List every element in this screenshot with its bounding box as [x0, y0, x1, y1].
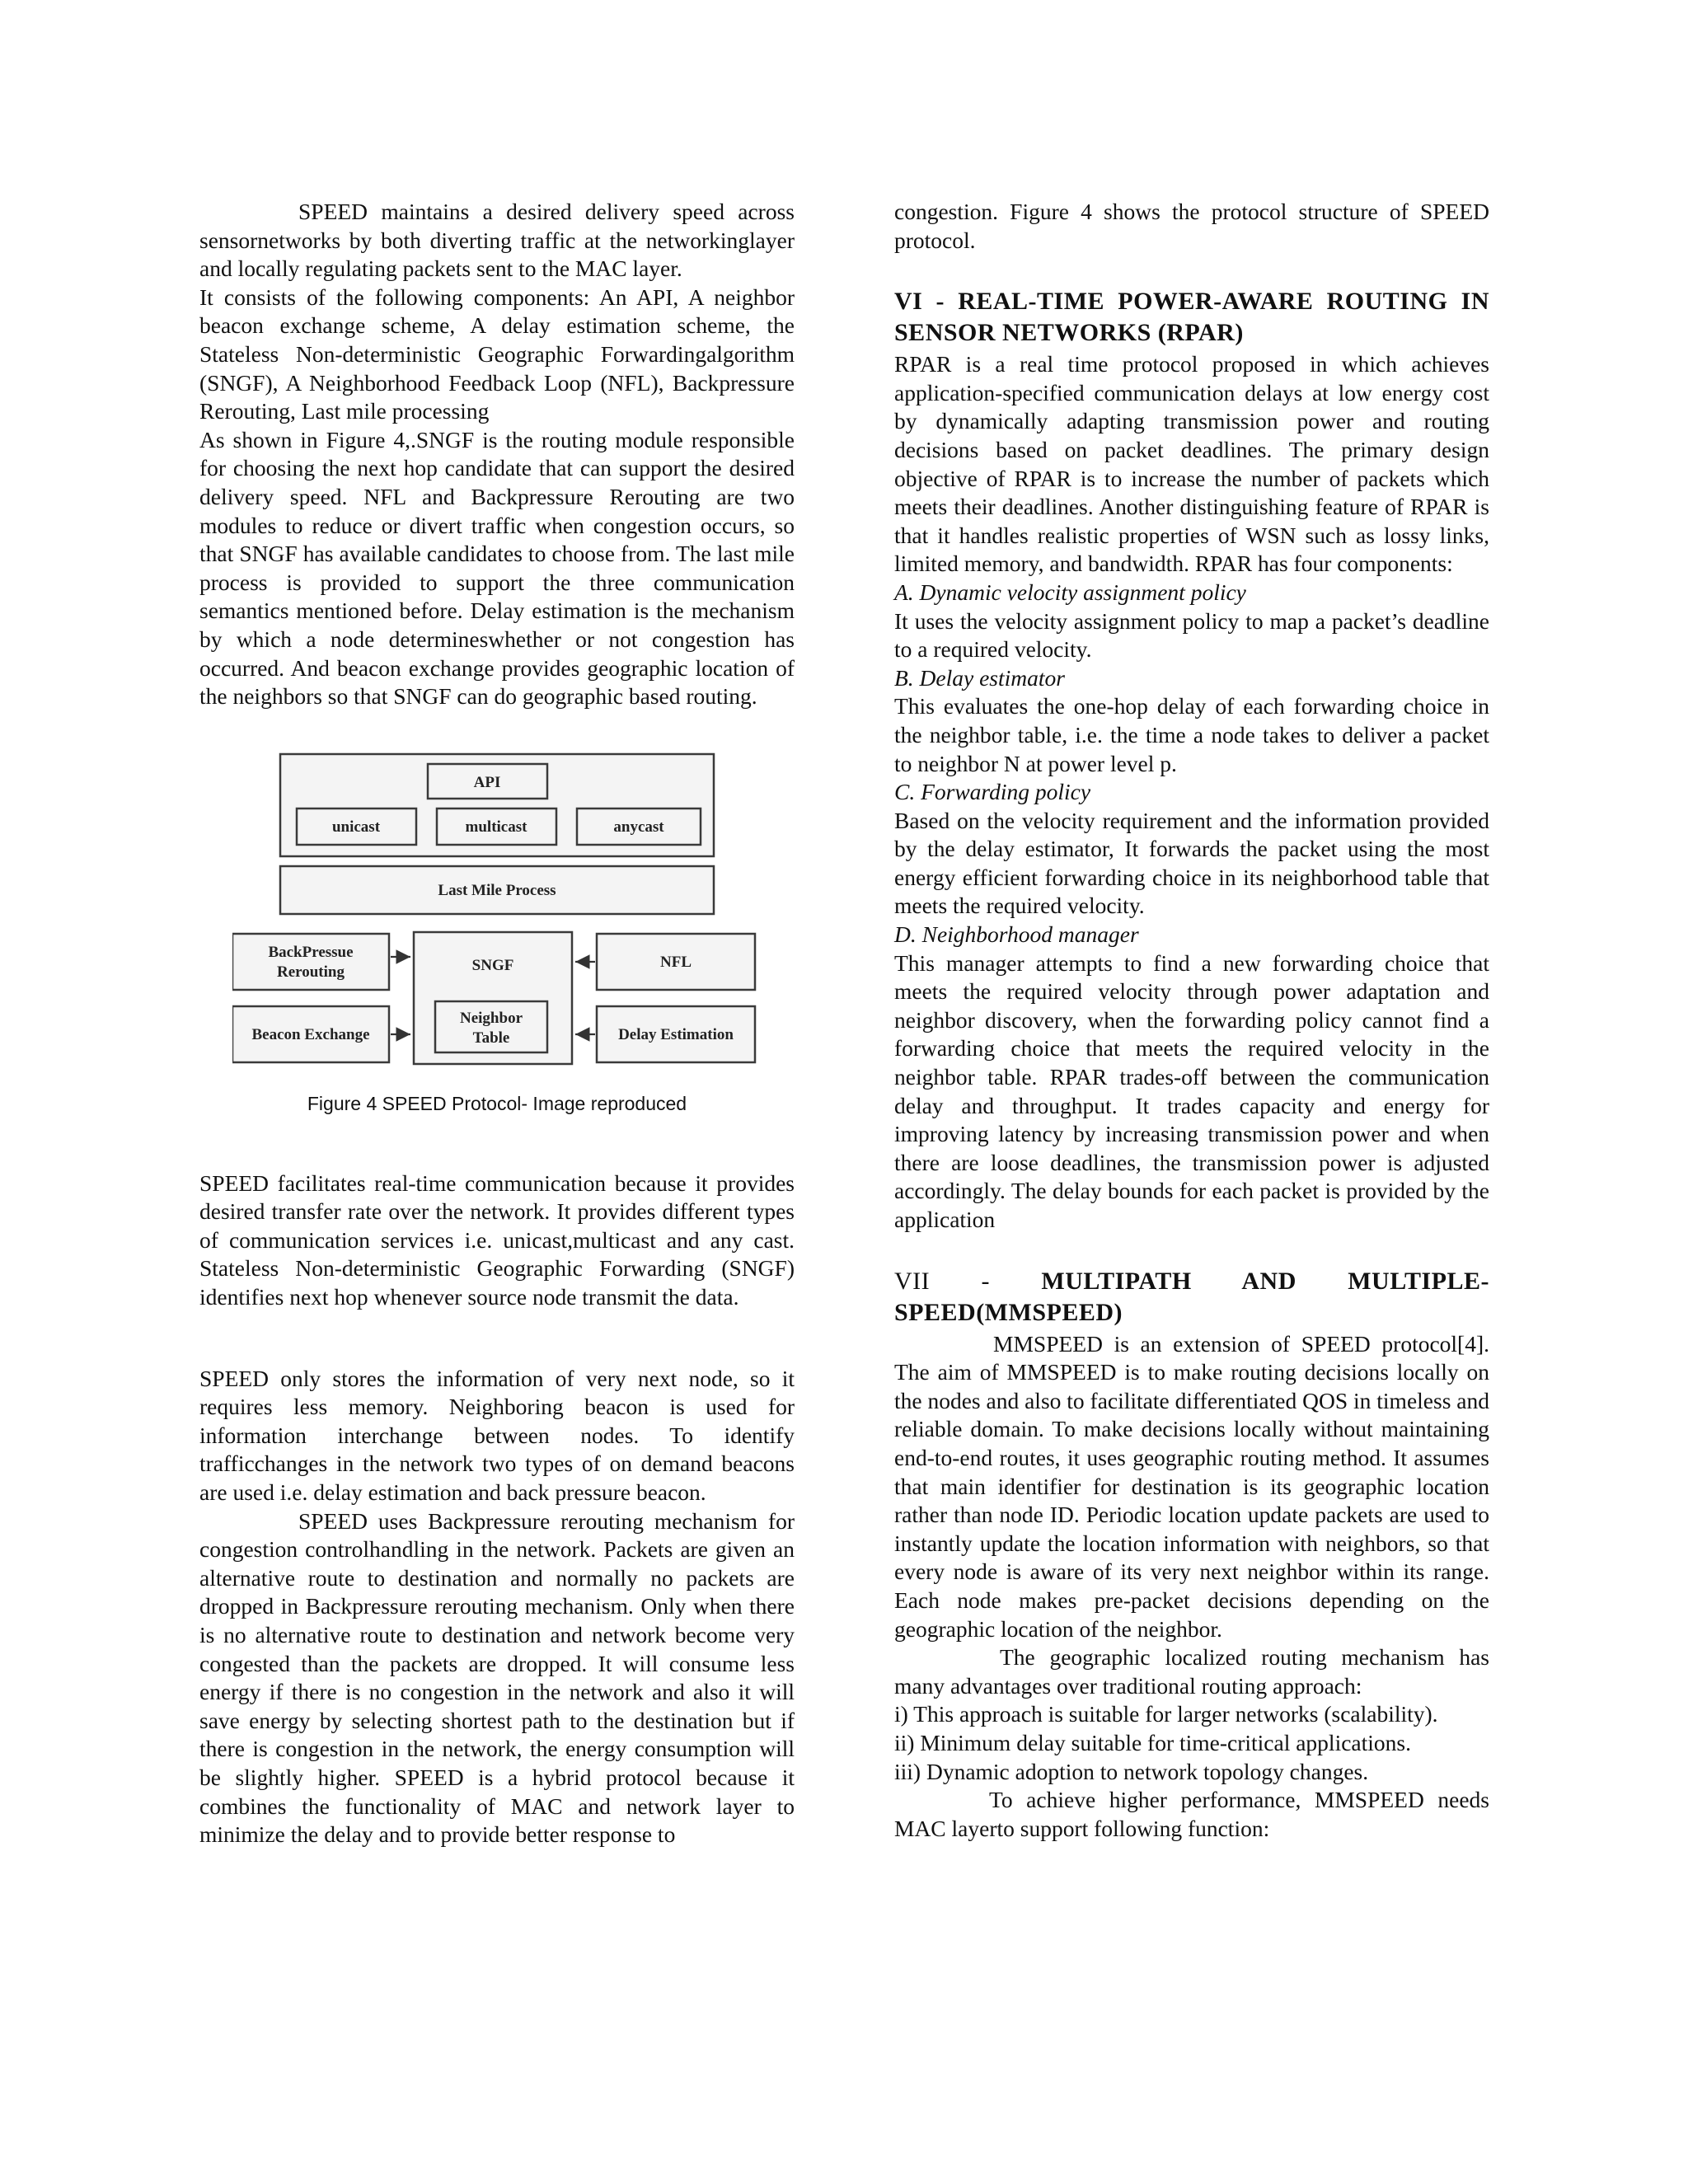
- paragraph: As shown in Figure 4,.SNGF is the routing module responsible for choosing the next hop candidate that can support the desired delivery speed. NFL and Backpressure Rerouting are two modules to reduce or divert traffic when congestion occurs, so that SNGF has available candidates to choose from. The last mile process is provided to support the three communication semantics mentioned before. Delay estimation is the mechanism by which a node determineswhether or not congestion has occurred. And beacon exchange provides geographic location of the neighbors so that SNGF can do geographic based routing.: [199, 426, 795, 710]
- paragraph: This evaluates the one-hop delay of each forwarding choice in the neighbor table, i.e. the time a node takes to deliver a packet to neighbor N at power level p.: [894, 693, 1489, 776]
- paragraph: Based on the velocity requirement and the information provided by the delay estimator, It forwards the packet using the most energy efficient forwarding choice in its neighborhood table that meets the required velocity.: [894, 807, 1489, 919]
- paragraph: congestion. Figure 4 shows the protocol structure of SPEED protocol.: [894, 199, 1489, 253]
- list-item: i) This approach is suitable for larger networks (scalability).: [894, 1701, 1438, 1727]
- last-mile-label: Last Mile Process: [438, 881, 556, 899]
- neighbor-table-label-2: Table: [472, 1029, 510, 1047]
- paragraph: The geographic localized routing mechanism has many advantages over traditional routing approach:: [894, 1644, 1489, 1699]
- subsection-heading: C. Forwarding policy: [894, 779, 1091, 805]
- subsection-heading: B. Delay estimator: [894, 664, 1065, 691]
- backpressure-label-2: Rerouting: [277, 963, 345, 981]
- section-heading-vii: [894, 1266, 1489, 1329]
- multicast-label: multicast: [465, 818, 528, 836]
- section-number: VII -: [894, 1267, 990, 1295]
- paragraph: SPEED only stores the information of very next node, so it requires less memory. Neighboring beacon is used for information interchange between nodes. To identify trafficchanges in the network two types of on demand beacons are used i.e. delay estimation and back pressure beacon.: [199, 1365, 795, 1506]
- speed-protocol-diagram: [232, 751, 760, 1074]
- paragraph: SPEED maintains a desired delivery speed across sensornetworks by both diverting traffic at the networkinglayer and locally regulating packets sent to the MAC layer.: [199, 199, 795, 282]
- sngf-label: SNGF: [471, 956, 514, 974]
- backpressure-label-1: BackPressue: [268, 943, 354, 961]
- backpressure-box: [232, 934, 389, 990]
- figure-caption: Figure 4 SPEED Protocol- Image reproduced: [307, 1092, 687, 1114]
- paragraph: RPAR is a real time protocol proposed in which achieves application-specified communication delays at low energy cost by dynamically adapting transmission power and routing decisions based on packet deadlines. The primary design objective of RPAR is to increase the number of packets which meets their deadlines. Another distinguishing feature of RPAR is that it handles realistic properties of WSN such as lossy links, limited memory, and bandwidth. RPAR has four components:: [894, 351, 1489, 577]
- anycast-label: anycast: [613, 818, 664, 836]
- paragraph: It uses the velocity assignment policy to map a packet’s deadline to a required velocity.: [894, 607, 1489, 663]
- unicast-label: unicast: [331, 818, 381, 836]
- list-item: iii) Dynamic adoption to network topology changes.: [894, 1758, 1369, 1784]
- paragraph: SPEED facilitates real-time communication because it provides desired transfer rate over the network. It provides different types of communication services i.e. unicast,multicast and any cast. Stateless Non-deterministic Geographic Forwarding (SNGF) identifies next hop whenever source node transmit the data.: [199, 1169, 795, 1310]
- section-heading-vi: VI - REAL-TIME POWER-AWARE ROUTING IN SENSOR NETWORKS (RPAR): [894, 288, 1489, 347]
- right-column: [894, 198, 1489, 1843]
- beacon-exchange-label: Beacon Exchange: [251, 1025, 370, 1043]
- list-item: ii) Minimum delay suitable for time-critical applications.: [894, 1729, 1411, 1755]
- nfl-label: NFL: [660, 953, 692, 971]
- section-title: MULTIPATH AND MULTIPLE-SPEED(MMSPEED): [894, 1267, 1489, 1326]
- paragraph: MMSPEED is an extension of SPEED protocol[4]. The aim of MMSPEED is to make routing decisions locally on the nodes and also to facilitate differentiated QOS in timeless and reliable domain. To make decisions locally without maintaining end-to-end routes, it uses geographic routing method. It assumes that main identifier for destination is its geographic location rather than node ID. Periodic location update packets are used to instantly update the location information with neighbors, so that every node is aware of its very next neighbor within its range. Each node makes pre-packet decisions depending on the geographic location of the neighbor.: [894, 1330, 1489, 1642]
- paragraph: SPEED uses Backpressure rerouting mechanism for congestion controlhandling in the network. Packets are given an alternative route to destination and normally no packets are dropped in Backpressure rerouting mechanism. Only when there is no alternative route to destination and network become very congested than the packets are dropped. It will consume less energy if there is no congestion in the network and also it will save energy by selecting shortest path to the destination but if there is congestion in the network, the energy consumption will be slightly higher. SPEED is a hybrid protocol because it combines the functionality of MAC and network layer to minimize the delay and to provide better response to: [199, 1507, 795, 1848]
- figure-4: [199, 751, 795, 1115]
- paragraph: To achieve higher performance, MMSPEED needs MAC layerto support following function:: [894, 1787, 1489, 1841]
- subsection-heading: A. Dynamic velocity assignment policy: [894, 579, 1246, 605]
- delay-estimation-label: Delay Estimation: [618, 1025, 734, 1043]
- paragraph: It consists of the following components: An API, A neighbor beacon exchange scheme, A delay estimation scheme, the Stateless Non-deterministic Geographic Forwardingalgorithm (SNGF), A Neighborhood Feedback Loop (NFL), Backpressure Rerouting, Last mile processing: [199, 284, 795, 424]
- left-column: [199, 198, 795, 1849]
- paragraph: This manager attempts to find a new forwarding choice that meets the required velocity through power adaptation and neighbor discovery, when the forwarding policy cannot find a forwarding choice that meets the required velocity in the neighbor table. RPAR trades-off between the communication delay and throughput. It trades capacity and energy for improving latency by increasing transmission power and when there are loose deadlines, the transmission power is adjusted accordingly. The delay bounds for each packet is provided by the application: [894, 949, 1489, 1232]
- subsection-heading: D. Neighborhood manager: [894, 921, 1139, 948]
- neighbor-table-label-1: Neighbor: [460, 1009, 523, 1027]
- api-label: API: [473, 773, 501, 791]
